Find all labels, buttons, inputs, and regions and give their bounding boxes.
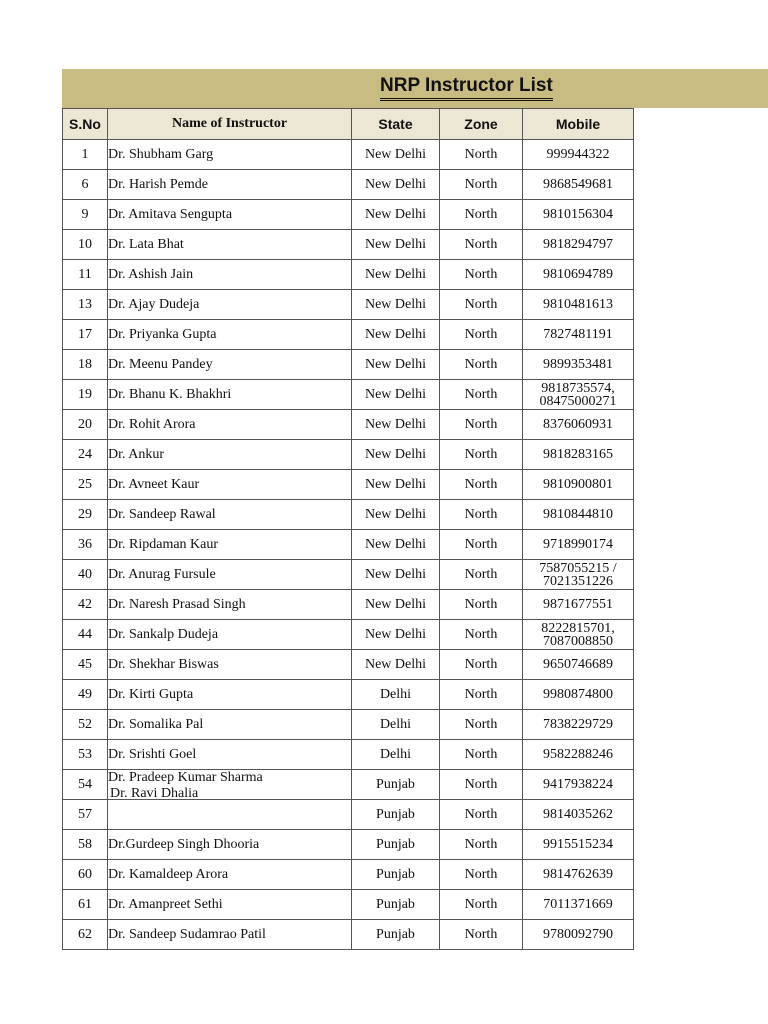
cell-zone: North <box>440 200 523 230</box>
table-row <box>63 410 634 440</box>
cell-zone: North <box>440 800 523 830</box>
cell-sno: 11 <box>63 260 108 290</box>
cell-zone: North <box>440 770 523 800</box>
table-row <box>63 560 634 590</box>
cell-mobile: 9810844810 <box>523 500 634 530</box>
cell-name-overflow-text: Dr. Ravi Dhalia <box>110 786 199 801</box>
cell-state: New Delhi <box>352 230 440 260</box>
table-row <box>63 230 634 260</box>
table-row <box>63 740 634 770</box>
cell-name: Dr. Avneet Kaur <box>108 470 352 500</box>
table-row <box>63 800 634 830</box>
table-row <box>63 170 634 200</box>
cell-name <box>108 770 352 800</box>
cell-mobile: 8376060931 <box>523 410 634 440</box>
cell-state: Punjab <box>352 890 440 920</box>
cell-zone: North <box>440 830 523 860</box>
cell-name: Dr. Shubham Garg <box>108 140 352 170</box>
cell-zone: North <box>440 620 523 650</box>
cell-state: New Delhi <box>352 200 440 230</box>
cell-mobile: 7827481191 <box>523 320 634 350</box>
cell-sno: 36 <box>63 530 108 560</box>
cell-sno: 53 <box>63 740 108 770</box>
cell-name: Dr. Lata Bhat <box>108 230 352 260</box>
cell-zone: North <box>440 320 523 350</box>
cell-zone: North <box>440 230 523 260</box>
cell-zone: North <box>440 140 523 170</box>
cell-name: Dr. Meenu Pandey <box>108 350 352 380</box>
cell-sno: 6 <box>63 170 108 200</box>
table-row <box>63 830 634 860</box>
cell-sno: 20 <box>63 410 108 440</box>
cell-name-text: Dr. Pradeep Kumar Sharma <box>108 770 263 785</box>
cell-name: Dr. Bhanu K. Bhakhri <box>108 380 352 410</box>
cell-mobile: 9818283165 <box>523 440 634 470</box>
cell-sno: 49 <box>63 680 108 710</box>
cell-sno: 44 <box>63 620 108 650</box>
cell-state: New Delhi <box>352 290 440 320</box>
cell-state: New Delhi <box>352 260 440 290</box>
cell-zone: North <box>440 590 523 620</box>
cell-sno: 17 <box>63 320 108 350</box>
cell-state: Punjab <box>352 800 440 830</box>
cell-state: New Delhi <box>352 620 440 650</box>
cell-name: Dr. Ripdaman Kaur <box>108 530 352 560</box>
cell-name: Dr. Srishti Goel <box>108 740 352 770</box>
cell-mobile <box>523 560 634 590</box>
cell-zone: North <box>440 680 523 710</box>
cell-state: Punjab <box>352 920 440 950</box>
cell-name: Dr. Naresh Prasad Singh <box>108 590 352 620</box>
cell-mobile: 9582288246 <box>523 740 634 770</box>
cell-mobile: 9818294797 <box>523 230 634 260</box>
cell-sno: 10 <box>63 230 108 260</box>
cell-sno: 62 <box>63 920 108 950</box>
instructor-table <box>62 108 634 950</box>
table-row <box>63 290 634 320</box>
cell-sno: 45 <box>63 650 108 680</box>
table-row <box>63 350 634 380</box>
header-row <box>63 109 634 140</box>
cell-name: Dr. Priyanka Gupta <box>108 320 352 350</box>
table-row <box>63 680 634 710</box>
column-header-sno: S.No <box>63 109 108 140</box>
cell-mobile: 9871677551 <box>523 590 634 620</box>
cell-zone: North <box>440 920 523 950</box>
cell-name: Dr. Somalika Pal <box>108 710 352 740</box>
table-row <box>63 380 634 410</box>
table-row <box>63 650 634 680</box>
cell-state: Punjab <box>352 830 440 860</box>
cell-name: Dr. Rohit Arora <box>108 410 352 440</box>
column-header-state: State <box>352 109 440 140</box>
cell-state: New Delhi <box>352 440 440 470</box>
cell-state: New Delhi <box>352 590 440 620</box>
cell-name: Dr. Harish Pemde <box>108 170 352 200</box>
column-header-zone: Zone <box>440 109 523 140</box>
cell-zone: North <box>440 530 523 560</box>
cell-sno: 58 <box>63 830 108 860</box>
table-row <box>63 320 634 350</box>
cell-state: Punjab <box>352 770 440 800</box>
cell-mobile <box>523 620 634 650</box>
cell-sno: 61 <box>63 890 108 920</box>
cell-sno: 52 <box>63 710 108 740</box>
cell-zone: North <box>440 860 523 890</box>
cell-mobile-line-1: 7587055215 / <box>539 560 617 576</box>
cell-name: Dr. Ankur <box>108 440 352 470</box>
cell-mobile: 9810156304 <box>523 200 634 230</box>
cell-sno: 60 <box>63 860 108 890</box>
cell-mobile-line-2: 7087008850 <box>543 633 613 649</box>
sheet-title: NRP Instructor List <box>380 75 553 101</box>
column-header-mobile: Mobile <box>523 109 634 140</box>
cell-name: Dr. Amitava Sengupta <box>108 200 352 230</box>
cell-name: Dr. Sandeep Sudamrao Patil <box>108 920 352 950</box>
cell-sno: 42 <box>63 590 108 620</box>
cell-mobile-line-1: 8222815701, <box>541 620 615 636</box>
table-row <box>63 860 634 890</box>
cell-state: Delhi <box>352 680 440 710</box>
cell-mobile: 9780092790 <box>523 920 634 950</box>
cell-mobile: 999944322 <box>523 140 634 170</box>
cell-sno: 25 <box>63 470 108 500</box>
cell-sno: 1 <box>63 140 108 170</box>
cell-name: Dr. Kamaldeep Arora <box>108 860 352 890</box>
cell-sno: 13 <box>63 290 108 320</box>
cell-mobile: 9899353481 <box>523 350 634 380</box>
cell-state: New Delhi <box>352 380 440 410</box>
cell-mobile: 9417938224 <box>523 770 634 800</box>
cell-mobile: 7838229729 <box>523 710 634 740</box>
cell-sno: 9 <box>63 200 108 230</box>
cell-mobile: 9814035262 <box>523 800 634 830</box>
table-row <box>63 440 634 470</box>
cell-name: Dr. Sandeep Rawal <box>108 500 352 530</box>
cell-zone: North <box>440 410 523 440</box>
cell-state: New Delhi <box>352 140 440 170</box>
cell-name: Dr. Amanpreet Sethi <box>108 890 352 920</box>
cell-mobile: 9868549681 <box>523 170 634 200</box>
cell-mobile: 7011371669 <box>523 890 634 920</box>
cell-state: Delhi <box>352 740 440 770</box>
cell-mobile <box>523 380 634 410</box>
table-row <box>63 530 634 560</box>
cell-state: New Delhi <box>352 470 440 500</box>
cell-zone: North <box>440 290 523 320</box>
cell-mobile-line-2: 7021351226 <box>543 573 613 589</box>
cell-name <box>108 800 352 830</box>
cell-zone: North <box>440 470 523 500</box>
cell-zone: North <box>440 440 523 470</box>
cell-zone: North <box>440 500 523 530</box>
cell-zone: North <box>440 170 523 200</box>
cell-sno: 40 <box>63 560 108 590</box>
cell-state: Punjab <box>352 860 440 890</box>
cell-sno: 18 <box>63 350 108 380</box>
cell-mobile: 9810900801 <box>523 470 634 500</box>
cell-name: Dr. Shekhar Biswas <box>108 650 352 680</box>
table-row <box>63 140 634 170</box>
cell-name: Dr. Kirti Gupta <box>108 680 352 710</box>
cell-mobile: 9980874800 <box>523 680 634 710</box>
cell-name: Dr.Gurdeep Singh Dhooria <box>108 830 352 860</box>
cell-mobile-line-1: 9818735574, <box>541 380 615 396</box>
cell-zone: North <box>440 890 523 920</box>
cell-sno: 54 <box>63 770 108 800</box>
cell-state: New Delhi <box>352 500 440 530</box>
table-row <box>63 890 634 920</box>
table-row <box>63 710 634 740</box>
cell-mobile: 9814762639 <box>523 860 634 890</box>
cell-mobile: 9650746689 <box>523 650 634 680</box>
cell-zone: North <box>440 260 523 290</box>
cell-zone: North <box>440 710 523 740</box>
cell-zone: North <box>440 740 523 770</box>
cell-sno: 24 <box>63 440 108 470</box>
cell-mobile: 9915515234 <box>523 830 634 860</box>
table-row <box>63 590 634 620</box>
cell-zone: North <box>440 560 523 590</box>
cell-name: Dr. Ashish Jain <box>108 260 352 290</box>
cell-state: New Delhi <box>352 650 440 680</box>
cell-sno: 57 <box>63 800 108 830</box>
cell-mobile: 9718990174 <box>523 530 634 560</box>
cell-mobile: 9810481613 <box>523 290 634 320</box>
cell-mobile: 9810694789 <box>523 260 634 290</box>
table-row <box>63 920 634 950</box>
cell-state: New Delhi <box>352 350 440 380</box>
table-row <box>63 260 634 290</box>
cell-state: Delhi <box>352 710 440 740</box>
table-row <box>63 470 634 500</box>
cell-state: New Delhi <box>352 410 440 440</box>
cell-zone: North <box>440 350 523 380</box>
table-row <box>63 770 634 800</box>
cell-mobile-line-2: 08475000271 <box>539 393 617 409</box>
cell-name: Dr. Anurag Fursule <box>108 560 352 590</box>
cell-sno: 19 <box>63 380 108 410</box>
cell-zone: North <box>440 380 523 410</box>
cell-name: Dr. Sankalp Dudeja <box>108 620 352 650</box>
cell-state: New Delhi <box>352 170 440 200</box>
cell-name: Dr. Ajay Dudeja <box>108 290 352 320</box>
cell-sno: 29 <box>63 500 108 530</box>
cell-state: New Delhi <box>352 320 440 350</box>
cell-state: New Delhi <box>352 530 440 560</box>
table-row <box>63 620 634 650</box>
column-header-name: Name of Instructor <box>108 109 352 140</box>
table-row <box>63 500 634 530</box>
table-row <box>63 200 634 230</box>
cell-zone: North <box>440 650 523 680</box>
cell-state: New Delhi <box>352 560 440 590</box>
